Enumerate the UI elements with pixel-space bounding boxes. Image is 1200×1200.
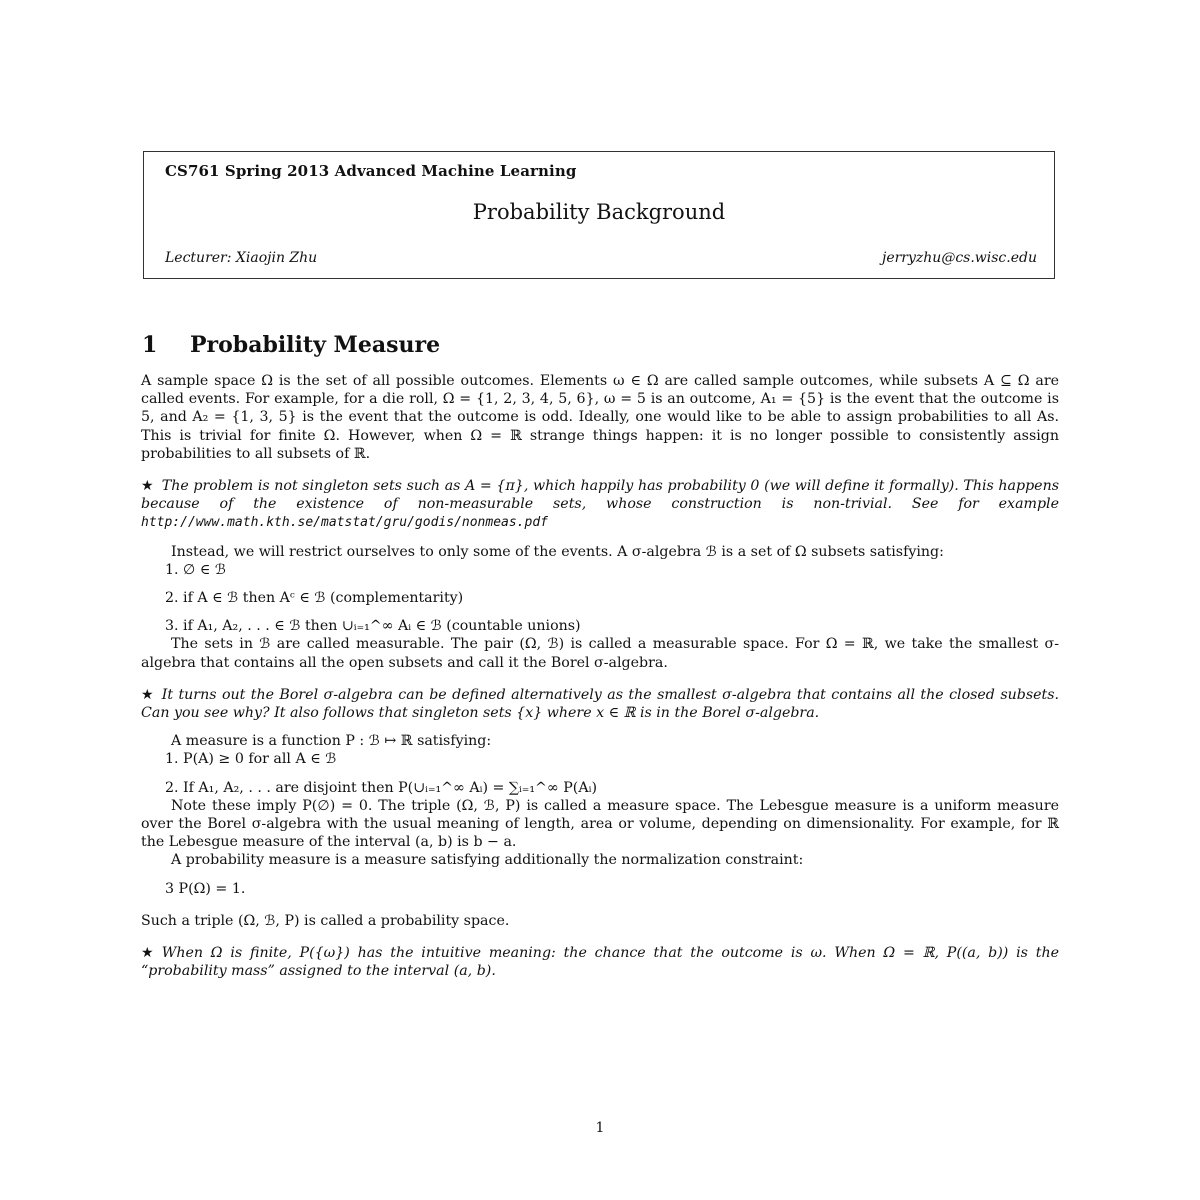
lecture-header-box: [143, 151, 1055, 279]
section-number: 1: [142, 332, 158, 358]
note-nonmeasurable: [141, 477, 1059, 533]
paragraph-measure-space: Note these imply P(∅) = 0. The triple (Ω, ℬ, P) is called a measure space. The Lebesgue measure is a uniform measure over the Borel σ-algebra with the usual meaning of length, area or volume, depending on dimensionality. For example, for ℝ the Lebesgue measure of the interval (a, b) is b − a.: [141, 797, 1059, 851]
sigma-list-item: 2. if A ∈ ℬ then Aᶜ ∈ ℬ (complementarity): [165, 590, 464, 607]
measure-list-item: 2. If A₁, A₂, . . . are disjoint then P(∪ᵢ₌₁^∞ Aᵢ) = ∑ᵢ₌₁^∞ P(Aᵢ): [165, 779, 597, 796]
note-text: When Ω is finite, P({ω}) has the intuitive meaning: the chance that the outcome is ω. When Ω = ℝ, P((a, b)) is the “probability mass” assigned to the interval (a, b).: [141, 945, 1059, 980]
document-title: Probability Background: [472, 200, 726, 224]
paragraph-probability-measure: A probability measure is a measure satisfying additionally the normalization constraint:: [171, 852, 804, 869]
paragraph-sample-space: A sample space Ω is the set of all possible outcomes. Elements ω ∈ Ω are called sample outcomes, while subsets A ⊆ Ω are called events. For example, for a die roll, Ω = {1, 2, 3, 4, 5, 6}, ω = 5 is an outcome, A₁ = {5} is the event that the outcome is 5, and A₂ = {1, 3, 5} is the event that the outcome is odd. Ideally, one would like to be able to assign probabilities to all As. This is trivial for finite Ω. However, when Ω = ℝ strange things happen: it is no longer possible to consistently assign probabilities to all subsets of ℝ.: [141, 373, 1059, 462]
lecturer-email: jerryzhu@cs.wisc.edu: [881, 250, 1037, 266]
sigma-list-item: 3. if A₁, A₂, . . . ∈ ℬ then ∪ᵢ₌₁^∞ Aᵢ ∈ ℬ (countable unions): [165, 618, 581, 635]
page-number: 1: [595, 1120, 605, 1136]
course-title: CS761 Spring 2013 Advanced Machine Learning: [165, 162, 577, 180]
star-icon: ★: [141, 686, 154, 703]
nonmeasurable-link[interactable]: http://www.math.kth.se/matstat/gru/godis/nonmeas.pdf: [141, 515, 548, 531]
note-text: The problem is not singleton sets such as A = {π}, which happily has probability 0 (we will define it formally). This happens because of the existence of non-measurable sets, whose construction is non-trivial. See for example: [141, 478, 1059, 513]
measure-list-item: 1. P(A) ≥ 0 for all A ∈ ℬ: [165, 751, 337, 768]
note-finite-omega: [141, 944, 1059, 980]
paragraph-sigma-algebra: Instead, we will restrict ourselves to only some of the events. A σ-algebra ℬ is a set of Ω subsets satisfying:: [171, 543, 944, 560]
note-borel: [141, 686, 1059, 722]
sigma-list-item: 1. ∅ ∈ ℬ: [165, 561, 227, 578]
star-icon: ★: [141, 478, 154, 495]
paragraph-measure: A measure is a function P : ℬ ↦ ℝ satisfying:: [171, 733, 492, 750]
section-body: [141, 372, 1059, 980]
note-text: It turns out the Borel σ-algebra can be defined alternatively as the smallest σ-algebra that contains all the closed subsets. Can you see why? It also follows that singleton sets {x} where x ∈ ℝ is in the Borel σ-algebra.: [141, 686, 1059, 722]
normalization-item: 3 P(Ω) = 1.: [165, 880, 246, 897]
section-title: Probability Measure: [190, 332, 441, 358]
lecturer-name: Lecturer: Xiaojin Zhu: [165, 250, 318, 266]
paragraph-measurable: The sets in ℬ are called measurable. The pair (Ω, ℬ) is called a measurable space. For Ω = ℝ, we take the smallest σ-algebra that contains all the open subsets and call it the Borel σ-algebra.: [141, 636, 1059, 671]
star-icon: ★: [141, 945, 154, 962]
section-heading: [142, 332, 440, 358]
paragraph-probability-space: Such a triple (Ω, ℬ, P) is called a probability space.: [141, 912, 510, 929]
